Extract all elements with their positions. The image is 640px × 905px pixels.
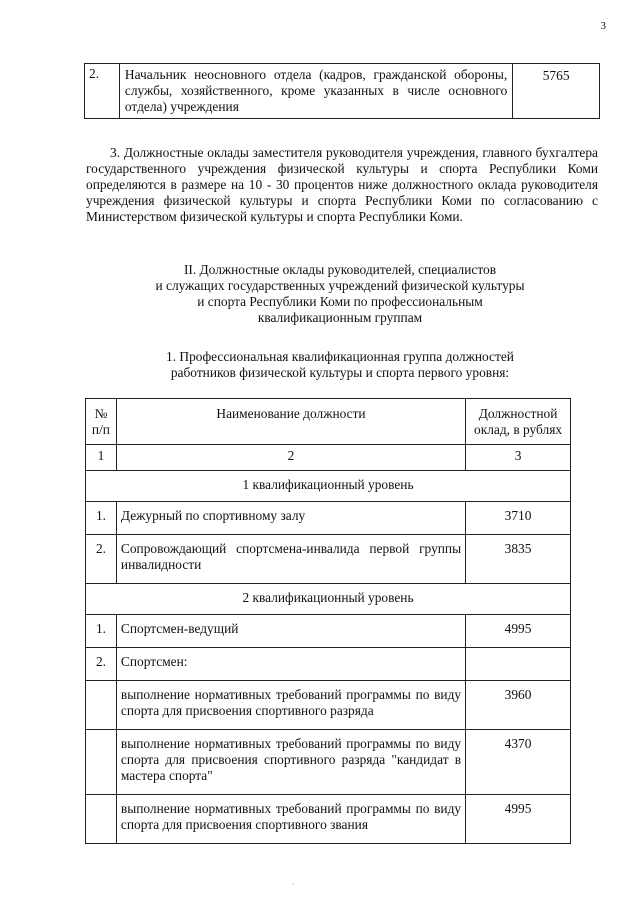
table-header-row	[86, 399, 571, 445]
position-name: выполнение нормативных требований программы по виду спорта для присвоения спортивного разряда	[116, 681, 465, 730]
row-number	[86, 795, 117, 844]
page-number: 3	[600, 20, 606, 32]
column-number: 2	[116, 445, 465, 471]
section-heading-line: II. Должностные оклады руководителей, специалистов	[183, 262, 497, 277]
subsection-heading-line: 1. Профессиональная квалификационная группа должностей	[166, 349, 514, 364]
salary-value: 5765	[513, 64, 600, 119]
row-number: 1.	[86, 502, 117, 535]
position-name: Дежурный по спортивному залу	[116, 502, 465, 535]
position-name: выполнение нормативных требований программы по виду спорта для присвоения спортивного звания	[116, 795, 465, 844]
position-name: Начальник неосновного отдела (кадров, гражданской обороны, службы, хозяйственного, кроме указанных в числе основного отдела) учреждения	[119, 64, 512, 119]
salary-value: 3710	[466, 502, 571, 535]
level-row	[86, 471, 571, 502]
table-row	[86, 795, 571, 844]
table-row	[85, 64, 600, 119]
table-row	[86, 502, 571, 535]
level-1-title: 1 квалификационный уровень	[86, 471, 571, 502]
position-name: Спортсмен:	[116, 648, 465, 681]
subsection-heading-line: работников физической культуры и спорта первого уровня:	[170, 365, 510, 380]
table-row	[86, 615, 571, 648]
row-number	[86, 681, 117, 730]
table-row	[86, 730, 571, 795]
position-name: Сопровождающий спортсмена-инвалида первой группы инвалидности	[116, 535, 465, 584]
salary-value: 4370	[466, 730, 571, 795]
row-number: 2.	[86, 648, 117, 681]
row-number: 1.	[86, 615, 117, 648]
continued-table	[84, 63, 600, 119]
row-number: 2.	[86, 535, 117, 584]
table-row	[86, 535, 571, 584]
section-heading	[90, 262, 590, 326]
table-row	[86, 681, 571, 730]
column-number: 3	[466, 445, 571, 471]
salary-value: 3960	[466, 681, 571, 730]
header-salary: Должностной оклад, в рублях	[466, 399, 571, 445]
salary-value: 3835	[466, 535, 571, 584]
scan-mark: ·	[292, 880, 295, 889]
paragraph-3: 3. Должностные оклады заместителя руководителя учреждения, главного бухгалтера государственного учреждения физической культуры и спорта Республики Коми определяются в размере на 10 - 30 процентов ниже должностного оклада руководителя учреждения физической культуры и спорта Республики Коми по согласованию с Министерством физической культуры и спорта Республики Коми.	[86, 145, 598, 224]
position-name: выполнение нормативных требований программы по виду спорта для присвоения спортивного разряда "кандидат в мастера спорта"	[116, 730, 465, 795]
salary-value: 4995	[466, 795, 571, 844]
section-heading-line: и спорта Республики Коми по профессиональным	[197, 294, 483, 309]
level-2-title: 2 квалификационный уровень	[86, 584, 571, 615]
row-number	[86, 730, 117, 795]
salary-table	[85, 398, 571, 844]
header-num: № п/п	[86, 399, 117, 445]
position-name: Спортсмен-ведущий	[116, 615, 465, 648]
salary-value	[466, 648, 571, 681]
table-row	[86, 648, 571, 681]
section-heading-line: квалификационным группам	[257, 310, 423, 325]
section-heading-line: и служащих государственных учреждений физической культуры	[155, 278, 525, 293]
salary-value: 4995	[466, 615, 571, 648]
level-row	[86, 584, 571, 615]
subsection-heading	[90, 349, 590, 381]
row-number: 2.	[85, 64, 120, 119]
column-numbers-row	[86, 445, 571, 471]
column-number: 1	[86, 445, 117, 471]
header-name: Наименование должности	[116, 399, 465, 445]
